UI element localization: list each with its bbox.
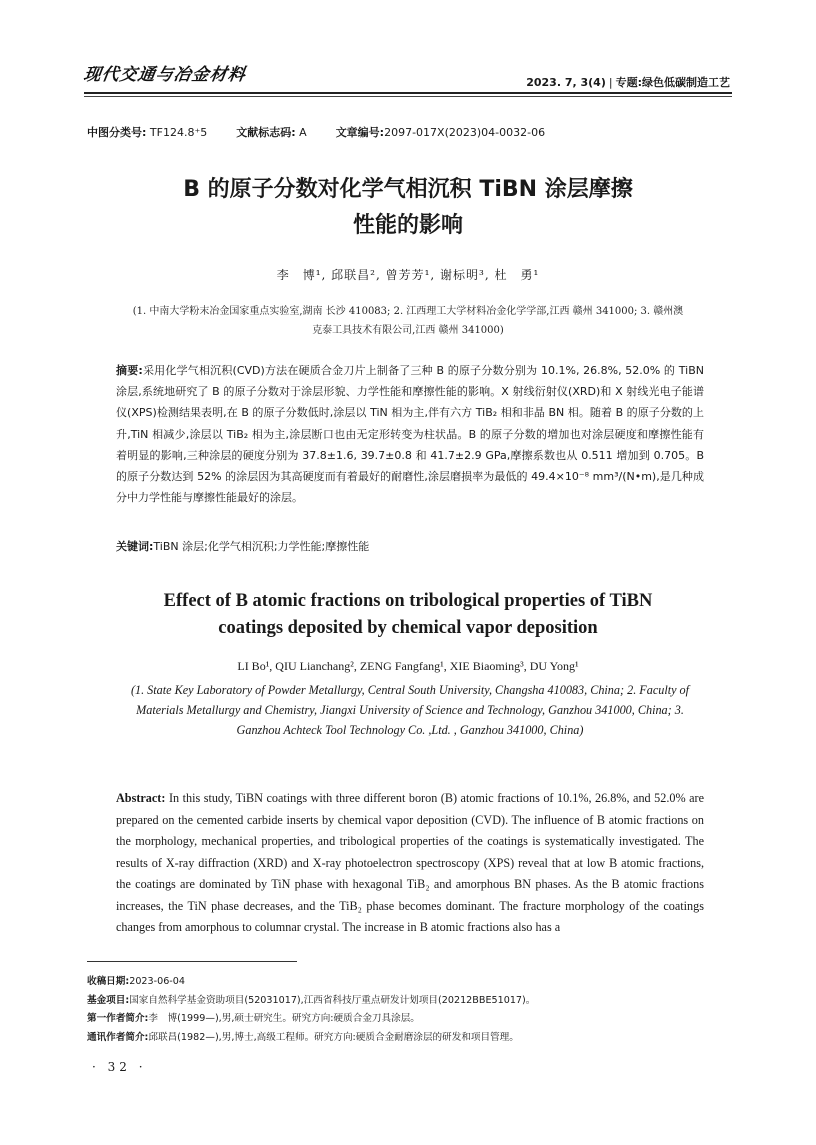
abstract-zh-text: 采用化学气相沉积(CVD)方法在硬质合金刀片上制备了三种 B 的原子分数分别为 10.1%, 26.8%, 52.0% 的 TiBN 涂层,系统地研究了 B 的原子分数对于涂层形貌、力学性能和摩擦性能的影响。X 射线衍射仪(XRD)和 X 射线光电子能谱仪(XPS)检测结果表明,在 B 的原子分数低时,涂层以 TiN 相为主,伴有六方 TiB₂ 相和非晶 BN 相。随着 B 的原子分数的上升,TiN 相减少,涂层以 TiB₂ 相为主,涂层断口也由无定形转变为柱状晶。B 的原子分数的增加也对涂层硬度和摩擦性能有着明显的影响,三种涂层的硬度分别为 37.8±1.6, 39.7±0.8 和 41.7±2.9 GPa,摩擦系数也从 0.511 增加到 0.705。B 的原子分数达到 52% 的涂层因为其高硬度而有着最好的耐磨性,涂层磨损率为最低的 49.4×10⁻⁸ mm³/(N•m),是几种成分中力学性能与摩擦性能最好的涂层。: [116, 364, 704, 505]
first-author-value: 李 博(1999—),男,硕士研究生。研究方向:硬质合金刀具涂层。: [148, 1013, 420, 1024]
footnote-first-author: [87, 1010, 727, 1029]
authors-zh: 李 博¹, 邱联昌², 曾芳芳¹, 谢标明³, 杜 勇¹: [276, 268, 540, 282]
affiliations-zh: (1. 中南大学粉末冶金国家重点实验室,湖南 长沙 410083; 2. 江西理工大学材料冶金化学学部,江西 赣州 341000; 3. 赣州澳克泰工具技术有限公司,江西 赣州 341000): [132, 306, 684, 336]
keywords-zh-label: 关键词:: [116, 540, 154, 553]
fund-label: 基金项目:: [87, 994, 130, 1006]
abstract-zh-label: 摘要:: [116, 364, 143, 377]
doc-code-value: A: [299, 126, 307, 139]
title-zh-line2: 性能的影响: [352, 213, 463, 238]
header-rule: [84, 92, 732, 94]
special-topic: 专题:绿色低碳制造工艺: [615, 76, 730, 89]
page-number: · 32 ·: [92, 1060, 147, 1074]
header-separator: |: [608, 76, 613, 89]
footnotes: [87, 973, 727, 1047]
keywords-zh-text: TiBN 涂层;化学气相沉积;力学性能;摩擦性能: [153, 540, 370, 553]
title-en-line2: coatings deposited by chemical vapor deposition: [218, 618, 598, 638]
paper-title-zh: [84, 172, 732, 244]
issue-topic-header: [526, 74, 730, 90]
first-author-label: 第一作者简介:: [87, 1013, 149, 1024]
affiliations-en: (1. State Key Laboratory of Powder Metallurgy, Central South University, Changsha 410083, China; 2. Faculty of Materials Metallurgy and Chemistry, Jiangxi University of Science and Technology, Ganzhou 341000, China; 3. Ganzhou Achteck Tool Technology Co. ,Ltd. , Ganzhou 341000, China): [130, 683, 690, 737]
article-no-label: 文章编号:: [335, 126, 385, 139]
footnote-rule: [87, 961, 297, 962]
corresponding-label: 通讯作者简介:: [87, 1031, 149, 1043]
footnote-corresponding: [87, 1029, 727, 1048]
received-value: 2023-06-04: [129, 976, 185, 987]
classification-line: [87, 124, 545, 140]
clc-value: TF124.8⁺5: [149, 126, 208, 139]
title-zh-line1: B 的原子分数对化学气相沉积 TiBN 涂层摩擦: [183, 177, 633, 202]
fund-value: 国家自然科学基金资助项目(52031017),江西省科技厅重点研发计划项目(20212BBE51017)。: [129, 994, 536, 1006]
abstract-en: [116, 788, 704, 939]
received-label: 收稿日期:: [87, 976, 130, 987]
footnote-fund: [87, 992, 727, 1011]
footnote-received: [87, 973, 727, 992]
clc-label: 中图分类号:: [87, 126, 147, 139]
abstract-zh: [116, 360, 704, 508]
paper-title-en: [84, 588, 732, 642]
issue-info: 2023. 7, 3(4): [526, 76, 606, 89]
abstract-en-text: In this study, TiBN coatings with three different boron (B) atomic fractions of 10.1%, 26.8%, and 52.0% are prepared on the cemented carbide inserts by chemical vapor deposition (CVD). The influence of B atomic fractions on the morphology, mechanical properties, and tribological properties of the coatings is systematically investigated. The results of X-ray diffraction (XRD) and X-ray photoelectron spectroscopy (XPS) reveal that at low B atomic fractions, the coatings are dominated by TiN phase with hexagonal TiB₂ and amorphous BN phases. As the B atomic fractions increases, the TiN phase decreases, and the TiB₂ phase becomes dominant. The fracture morphology of the coatings changes from amorphous to columnar crystal. The increase in B atomic fractions also has a: [116, 791, 705, 934]
header-rule-thin: [84, 96, 732, 97]
title-en-line1: Effect of B atomic fractions on tribological properties of TiBN: [163, 591, 653, 611]
corresponding-value: 邱联昌(1982—),男,博士,高级工程师。研究方向:硬质合金耐磨涂层的研发和项目管理。: [148, 1031, 519, 1043]
keywords-zh: [116, 538, 704, 554]
journal-logo: 现代交通与冶金材料: [82, 65, 248, 85]
article-no-value: 2097-017X(2023)04-0032-06: [384, 126, 546, 139]
authors-en: LI Bo¹, QIU Lianchang², ZENG Fangfang¹, XIE Biaoming³, DU Yong¹: [237, 659, 579, 673]
doc-code-label: 文献标志码:: [236, 126, 296, 139]
abstract-en-label: Abstract:: [116, 791, 166, 805]
